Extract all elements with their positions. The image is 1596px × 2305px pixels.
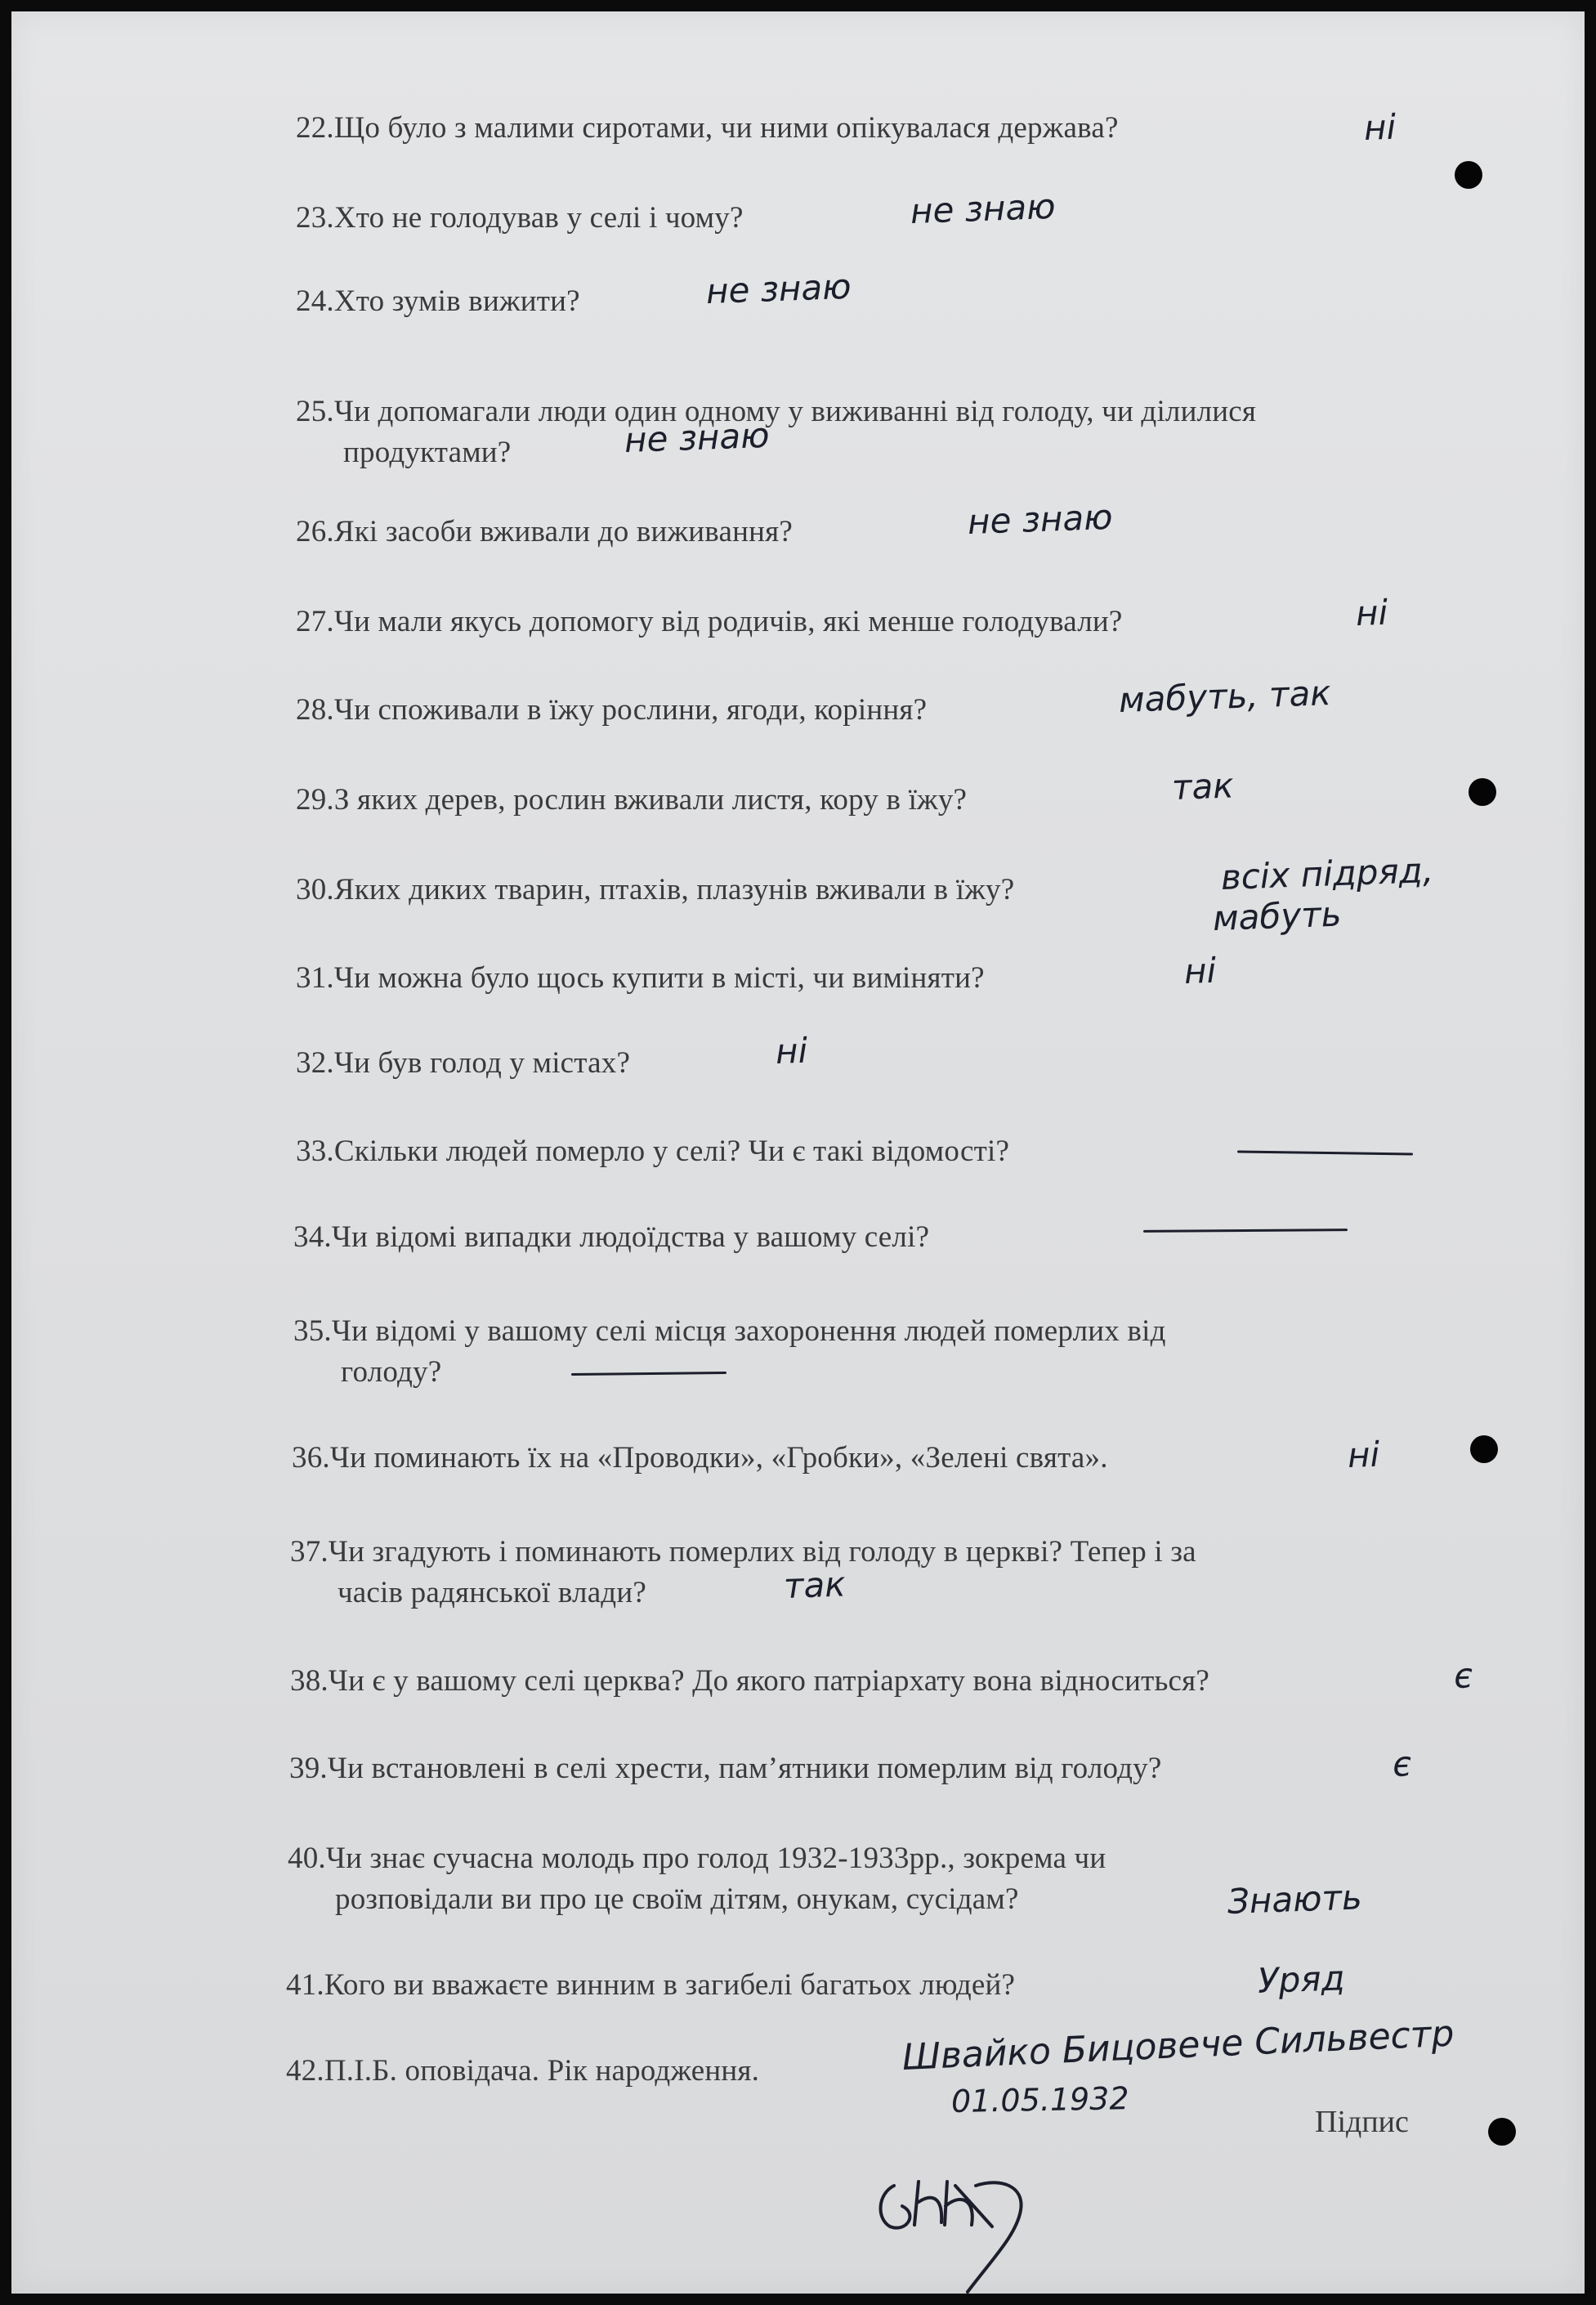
answer-30-line1: всіх підряд, bbox=[1220, 849, 1434, 897]
question-30: 30.Яких диких тварин, птахів, плазунів вживали в їжу? bbox=[296, 873, 1015, 906]
question-34: 34.Чи відомі випадки людоїдства у вашому селі? bbox=[293, 1220, 930, 1254]
answer-25: не знаю bbox=[624, 414, 771, 460]
punch-hole bbox=[1469, 778, 1496, 806]
question-23: 23.Хто не голодував у селі і чому? bbox=[296, 201, 744, 235]
question-36: 36.Чи поминають їх на «Проводки», «Гробки», «Зелені свята». bbox=[292, 1441, 1108, 1475]
question-25: 25.Чи допомагали люди один одному у виживанні від голоду, чи ділилися продуктами? bbox=[296, 395, 1257, 469]
answer-32: ні bbox=[775, 1030, 808, 1072]
punch-hole bbox=[1488, 2118, 1516, 2146]
question-37: 37.Чи згадують і поминають померлих від голоду в церкві? Тепер і за часів радянської влади? bbox=[290, 1535, 1196, 1609]
answer-34-dash bbox=[1143, 1229, 1348, 1233]
answer-29: так bbox=[1171, 765, 1235, 808]
punch-hole bbox=[1470, 1435, 1498, 1463]
handwritten-signature bbox=[870, 2137, 1082, 2300]
question-39: 39.Чи встановлені в селі хрести, пам’ятники померлим від голоду? bbox=[289, 1752, 1162, 1785]
answer-26: не знаю bbox=[967, 496, 1114, 542]
answer-37: так bbox=[783, 1564, 847, 1606]
question-29: 29.З яких дерев, рослин вживали листя, кору в їжу? bbox=[296, 783, 968, 817]
answer-33-dash bbox=[1237, 1150, 1413, 1155]
question-26: 26.Які засоби вживали до виживання? bbox=[296, 515, 793, 548]
question-32: 32.Чи був голод у містах? bbox=[296, 1046, 631, 1080]
answer-39: є bbox=[1392, 1743, 1412, 1784]
question-31: 31.Чи можна було щось купити в місті, чи виміняти? bbox=[296, 961, 985, 995]
question-35: 35.Чи відомі у вашому селі місця захоронення людей померлих від голоду? bbox=[293, 1314, 1166, 1389]
answer-31: ні bbox=[1183, 950, 1217, 991]
signature-label: Підпис bbox=[1315, 2105, 1409, 2139]
questionnaire-page bbox=[11, 11, 1585, 2294]
punch-hole bbox=[1455, 161, 1482, 189]
question-33: 33.Скільки людей померло у селі? Чи є такі відомості? bbox=[296, 1135, 1010, 1168]
answer-30-line2: мабуть bbox=[1212, 893, 1343, 938]
question-22: 22.Що було з малими сиротами, чи ними опікувалася держава? bbox=[296, 111, 1119, 145]
answer-28: мабуть, так bbox=[1118, 672, 1332, 720]
answer-22: ні bbox=[1363, 106, 1397, 148]
question-41: 41.Кого ви вважаєте винним в загибелі багатьох людей? bbox=[286, 1968, 1016, 2002]
question-40: 40.Чи знає сучасна молодь про голод 1932-1933рр., зокрема чи розповідали ви про це своїм дітям, онукам, сусідам? bbox=[288, 1842, 1106, 1916]
answer-41: Уряд bbox=[1257, 1958, 1346, 2001]
answer-27: ні bbox=[1355, 592, 1388, 633]
answer-42-name: Швайко Бицовече Сильвестр bbox=[901, 2012, 1455, 2079]
answer-24: не знаю bbox=[705, 266, 852, 311]
question-42: 42.П.І.Б. оповідача. Рік народження. bbox=[286, 2054, 760, 2088]
question-24: 24.Хто зумів вижити? bbox=[296, 284, 580, 318]
answer-42-date: 01.05.1932 bbox=[950, 2080, 1129, 2119]
answer-23: не знаю bbox=[910, 186, 1057, 231]
answer-40: Знають bbox=[1227, 1877, 1363, 1922]
question-27: 27.Чи мали якусь допомогу від родичів, які менше голодували? bbox=[296, 605, 1123, 638]
question-38: 38.Чи є у вашому селі церква? До якого патріархату вона відноситься? bbox=[290, 1664, 1209, 1698]
answer-36: ні bbox=[1347, 1434, 1380, 1475]
answer-38: є bbox=[1453, 1655, 1473, 1696]
question-28: 28.Чи споживали в їжу рослини, ягоди, коріння? bbox=[296, 693, 928, 727]
